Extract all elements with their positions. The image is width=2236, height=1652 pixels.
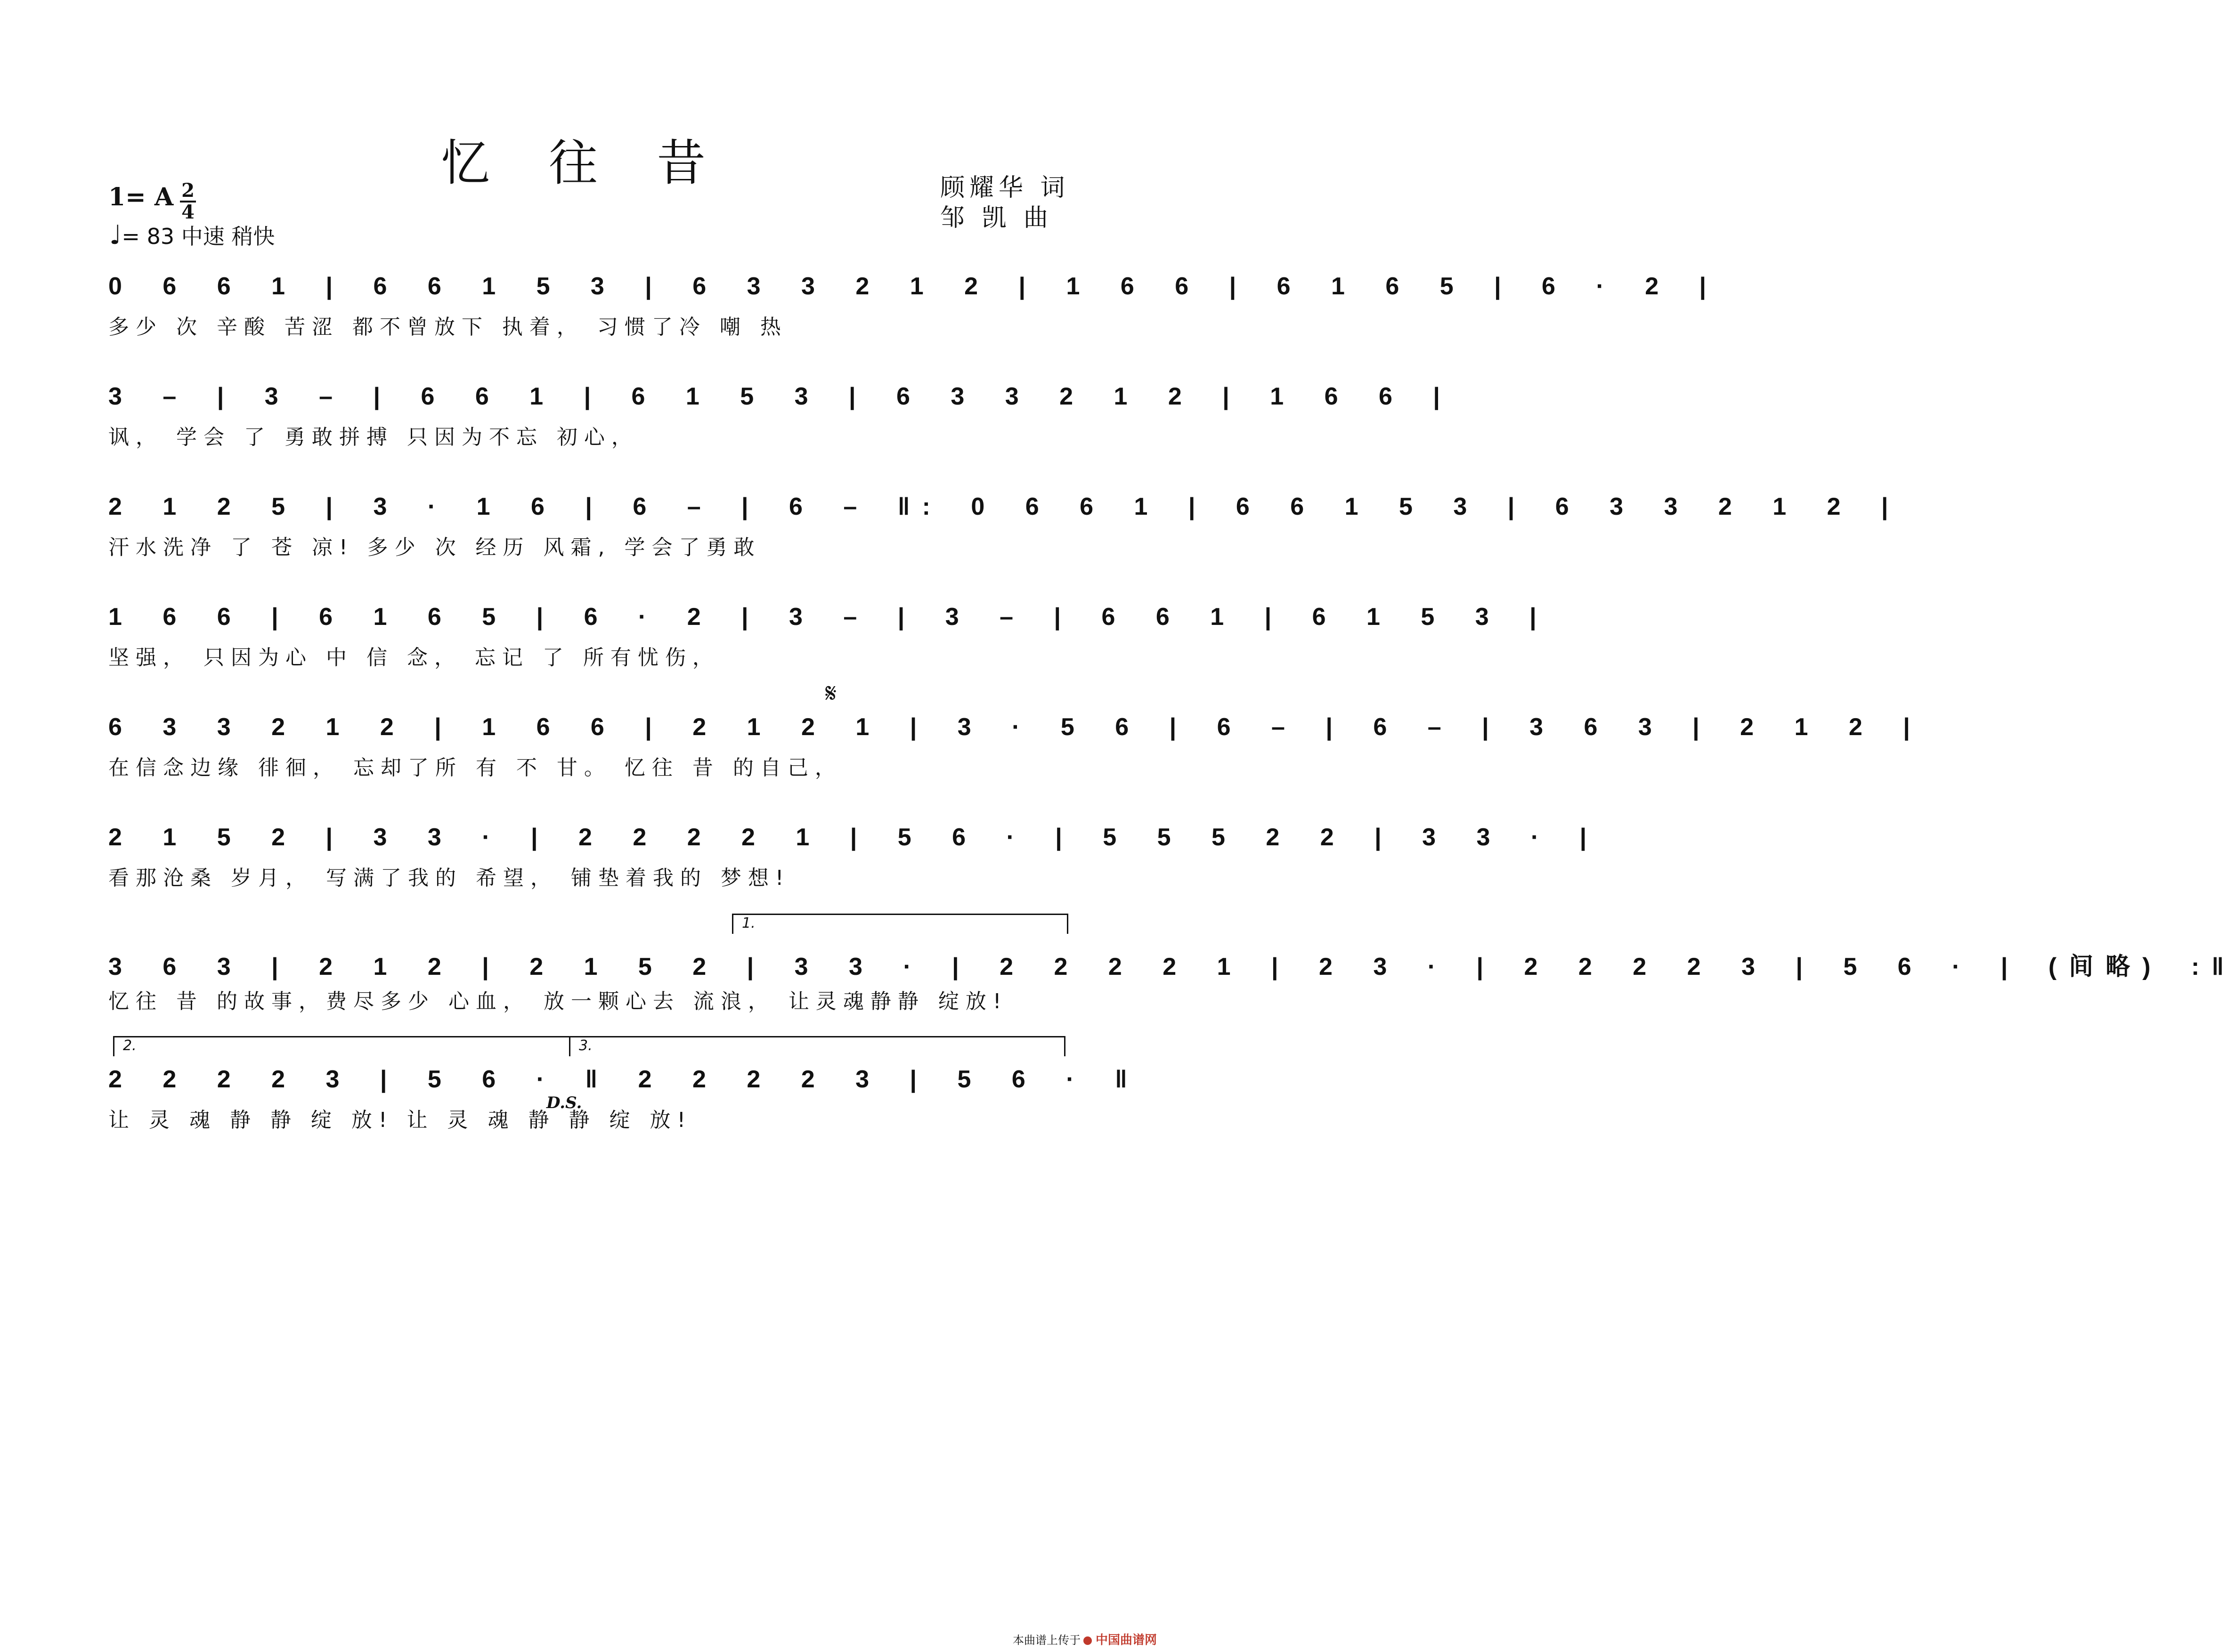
score-row-4 bbox=[108, 603, 1549, 678]
footer-text: 本曲谱上传于 bbox=[1013, 1634, 1081, 1647]
volta-2-label: 2. bbox=[123, 1037, 137, 1054]
dal-segno-marking: D.S. bbox=[546, 1093, 582, 1112]
notation-line: 2 1 2 5 | 3 · 1 6 | 6 – | 6 – ‖: 0 6 6 1 | 6 6 1 5 3 | 6 3 3 2 1 2 | bbox=[108, 493, 1901, 520]
site-logo-icon bbox=[1083, 1636, 1092, 1645]
upload-footer bbox=[1013, 1630, 1157, 1648]
score-row-2 bbox=[108, 382, 1452, 458]
lyricist-credit: 顾耀华 词 bbox=[940, 174, 1070, 202]
volta-2 bbox=[113, 1036, 570, 1056]
key-signature: 1= A bbox=[108, 183, 174, 211]
lyrics-line: 忆往 昔 的故事，费尽多少 心血， 放一颗心去 流浪， 让灵魂静静 绽放! bbox=[108, 989, 1008, 1013]
lyrics-line: 在信念边缘 徘徊， 忘却了所 有 不 甘。 忆往 昔 的自己， bbox=[108, 756, 842, 780]
tempo-marking bbox=[109, 219, 275, 251]
lyrics-line: 讽， 学会 了 勇敢拼搏 只因为不忘 初心， bbox=[108, 425, 639, 449]
lyrics-line: 看那沧桑 岁月， 写满了我的 希望， 铺垫着我的 梦想! bbox=[108, 866, 790, 890]
volta-3 bbox=[569, 1036, 1065, 1056]
tempo-description: 中速 稍快 bbox=[181, 224, 275, 249]
notation-line: 3 6 3 | 2 1 2 | 2 1 5 2 | 3 3 · | 2 2 2 2 1 | 2 3 · | 2 2 2 2 3 | 5 6 · | (间略) :‖ bbox=[108, 953, 2236, 980]
volta-3-label: 3. bbox=[579, 1037, 593, 1054]
segno-sign: 𝄋 bbox=[825, 678, 837, 709]
notation-line: 1 6 6 | 6 1 6 5 | 6 · 2 | 3 – | 3 – | 6 6 1 | 6 1 5 3 | bbox=[108, 603, 1549, 631]
notation-line: 2 1 5 2 | 3 3 · | 2 2 2 2 1 | 5 6 · | 5 5 5 2 2 | 3 3 · | bbox=[108, 824, 1599, 851]
notation-line: 0 6 6 1 | 6 6 1 5 3 | 6 3 3 2 1 2 | 1 6 6 | 6 1 6 5 | 6 · 2 | bbox=[108, 273, 1719, 300]
score-row-7 bbox=[108, 947, 2236, 1022]
lyrics-line: 坚强， 只因为心 中 信 念， 忘记 了 所有忧伤， bbox=[108, 646, 720, 670]
time-signature-bottom: 4 bbox=[181, 201, 195, 223]
score-row-5 bbox=[108, 713, 1922, 788]
notation-line: 3 – | 3 – | 6 6 1 | 6 1 5 3 | 6 3 3 2 1 2 | 1 6 6 | bbox=[108, 383, 1452, 410]
notation-line: 6 3 3 2 1 2 | 1 6 6 | 2 1 2 1 | 3 · 5 6 | 6 – | 6 – | 3 6 3 | 2 1 2 | bbox=[108, 713, 1922, 741]
volta-1-label: 1. bbox=[742, 915, 756, 931]
quarter-note-icon: ♩ bbox=[109, 220, 122, 251]
lyrics-line: 让 灵 魂 静 静 绽 放! 让 灵 魂 静 静 绽 放! bbox=[108, 1108, 692, 1132]
notation-line: 2 2 2 2 3 | 5 6 · ‖ 2 2 2 2 3 | 5 6 · ‖ bbox=[108, 1066, 1139, 1093]
time-signature-top: 2 bbox=[181, 179, 195, 202]
lyrics-line: 汗水洗净 了 苍 凉! 多少 次 经历 风霜, 学会了勇敢 bbox=[108, 535, 761, 559]
song-title: 忆 往 昔 bbox=[440, 134, 728, 192]
footer-site-name: 中国曲谱网 bbox=[1096, 1633, 1157, 1647]
score-row-1 bbox=[108, 272, 1719, 348]
composer-credit: 邹 凯 曲 bbox=[940, 204, 1053, 232]
tempo-value: = 83 bbox=[122, 224, 175, 249]
score-row-6 bbox=[108, 823, 1599, 899]
score-row-8 bbox=[108, 1065, 1139, 1141]
score-row-3 bbox=[108, 493, 1901, 568]
lyrics-line: 多少 次 辛酸 苦涩 都不曾放下 执着， 习惯了冷 嘲 热 bbox=[108, 315, 788, 339]
volta-1 bbox=[732, 914, 1068, 934]
time-signature bbox=[180, 179, 196, 223]
